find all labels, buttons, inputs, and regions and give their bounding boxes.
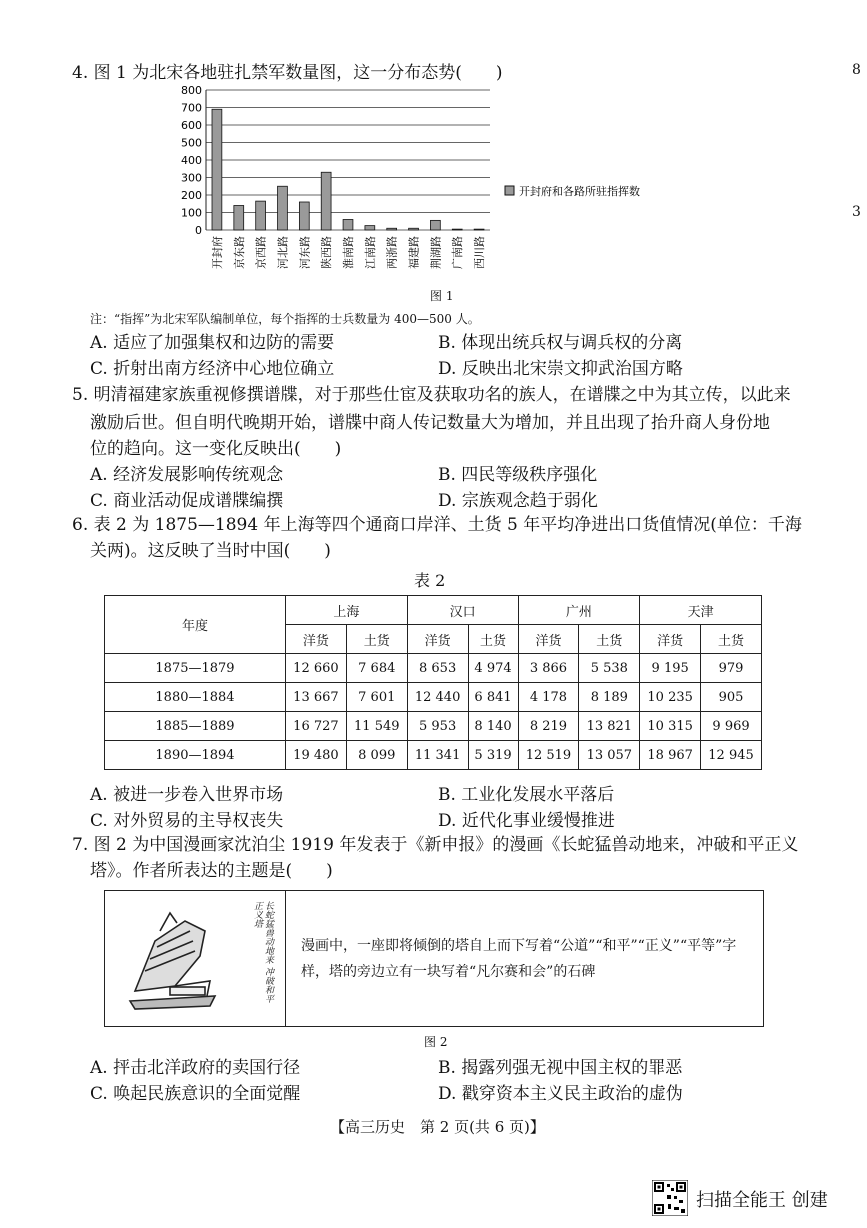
q4-note: 注：“指挥”为北宋军队编制单位，每个指挥的士兵数量为 400—500 人。 bbox=[90, 312, 480, 326]
y-tick-label: 400 bbox=[181, 154, 202, 167]
table-cell: 9 969 bbox=[701, 712, 762, 741]
q7-option-a[interactable]: A. 抨击北洋政府的卖国行径 bbox=[90, 1058, 301, 1078]
bar bbox=[299, 202, 309, 230]
table2 bbox=[104, 595, 762, 770]
cartoon-desc-line1: 漫画中，一座即将倾倒的塔自上而下写着“公道”“和平”“正义”“平等”字 bbox=[301, 938, 737, 954]
q4-option-c[interactable]: C. 折射出南方经济中心地位确立 bbox=[90, 359, 335, 379]
table-header-port: 广州 bbox=[518, 596, 640, 625]
table-cell: 8 099 bbox=[346, 741, 407, 770]
q5-option-a[interactable]: A. 经济发展影响传统观念 bbox=[90, 465, 284, 485]
table-cell: 5 538 bbox=[579, 654, 640, 683]
q6-stem-line2: 关两)。这反映了当时中国( ) bbox=[90, 541, 331, 561]
table-row bbox=[105, 741, 762, 770]
table-cell: 12 945 bbox=[701, 741, 762, 770]
table-subheader: 洋货 bbox=[640, 625, 701, 654]
q7-option-c[interactable]: C. 唤起民族意识的全面觉醒 bbox=[90, 1084, 301, 1104]
bar bbox=[212, 109, 222, 230]
margin-mark-top: 8 bbox=[852, 62, 861, 78]
table-subheader: 洋货 bbox=[286, 625, 347, 654]
table-cell: 3 866 bbox=[518, 654, 579, 683]
table-cell: 8 653 bbox=[407, 654, 468, 683]
y-tick-label: 0 bbox=[195, 224, 202, 237]
table-cell: 11 549 bbox=[346, 712, 407, 741]
y-tick-label: 300 bbox=[181, 171, 202, 185]
x-tick-label: 荆湖路 bbox=[429, 236, 443, 269]
table-cell-year: 1875—1879 bbox=[105, 654, 286, 683]
y-tick-label: 600 bbox=[181, 119, 202, 132]
table-subheader: 洋货 bbox=[407, 625, 468, 654]
legend-label: 开封府和各路所驻指挥数 bbox=[519, 185, 640, 198]
table-cell: 10 315 bbox=[640, 712, 701, 741]
table-row bbox=[105, 712, 762, 741]
table-cell: 5 319 bbox=[468, 741, 518, 770]
table-cell-year: 1885—1889 bbox=[105, 712, 286, 741]
q5-option-c[interactable]: C. 商业活动促成谱牒编撰 bbox=[90, 491, 284, 511]
x-tick-label: 两浙路 bbox=[385, 236, 399, 269]
q7-option-b[interactable]: B. 揭露列强无视中国主权的罪恶 bbox=[438, 1058, 683, 1078]
q4-stem: 4. 图 1 为北宋各地驻扎禁军数量图，这一分布态势( ) bbox=[72, 63, 503, 83]
table-cell: 11 341 bbox=[407, 741, 468, 770]
bar bbox=[321, 172, 331, 230]
q5-option-b[interactable]: B. 四民等级秩序强化 bbox=[438, 465, 598, 485]
table-cell: 13 821 bbox=[579, 712, 640, 741]
figure1-caption: 图 1 bbox=[430, 289, 454, 303]
table-cell: 8 219 bbox=[518, 712, 579, 741]
figure1-bar-chart bbox=[160, 82, 690, 292]
bar bbox=[234, 206, 244, 231]
table-header-port: 天津 bbox=[640, 596, 762, 625]
table-cell: 7 684 bbox=[346, 654, 407, 683]
qr-code-icon bbox=[652, 1180, 688, 1216]
q7-stem-line1: 7. 图 2 为中国漫画家沈泊尘 1919 年发表于《新申报》的漫画《长蛇猛兽动地来，冲破和平正义 bbox=[72, 835, 799, 855]
watermark-text: 扫描全能王 创建 bbox=[696, 1190, 828, 1211]
table-cell: 6 841 bbox=[468, 683, 518, 712]
x-tick-label: 河东路 bbox=[298, 236, 312, 269]
table-row bbox=[105, 654, 762, 683]
table-cell: 10 235 bbox=[640, 683, 701, 712]
table-row bbox=[105, 683, 762, 712]
table-subheader: 土货 bbox=[701, 625, 762, 654]
margin-mark-mid: 3 bbox=[852, 204, 861, 220]
q5-option-d[interactable]: D. 宗族观念趋于弱化 bbox=[438, 491, 598, 511]
table-subheader: 土货 bbox=[579, 625, 640, 654]
cartoon-calligraphy: 长蛇猛兽动地来 冲破和平正义塔 bbox=[252, 901, 273, 1003]
table-cell: 12 440 bbox=[407, 683, 468, 712]
table-header-port: 上海 bbox=[286, 596, 408, 625]
q5-stem-line3: 位的趋向。这一变化反映出( ) bbox=[90, 439, 342, 459]
bar bbox=[256, 201, 266, 230]
bar bbox=[278, 186, 288, 230]
table-cell: 905 bbox=[701, 683, 762, 712]
x-tick-label: 福建路 bbox=[407, 236, 421, 269]
q6-option-b[interactable]: B. 工业化发展水平落后 bbox=[438, 785, 615, 805]
bar bbox=[409, 228, 419, 230]
x-tick-label: 京西路 bbox=[254, 236, 268, 269]
x-tick-label: 陕西路 bbox=[320, 236, 334, 269]
table-cell: 19 480 bbox=[286, 741, 347, 770]
q6-stem-line1: 6. 表 2 为 1875—1894 年上海等四个通商口岸洋、土货 5 年平均净进出口货值情况(单位：千海 bbox=[72, 515, 802, 535]
bar bbox=[452, 229, 462, 230]
bar bbox=[387, 228, 397, 230]
y-tick-label: 500 bbox=[181, 136, 202, 150]
y-tick-label: 800 bbox=[181, 84, 202, 97]
x-tick-label: 京东路 bbox=[232, 236, 246, 269]
table-cell: 12 660 bbox=[286, 654, 347, 683]
table-cell-year: 1890—1894 bbox=[105, 741, 286, 770]
x-tick-label: 广南路 bbox=[451, 236, 465, 269]
table-cell: 979 bbox=[701, 654, 762, 683]
table-cell: 13 057 bbox=[579, 741, 640, 770]
bar bbox=[365, 226, 375, 230]
table-cell: 8 189 bbox=[579, 683, 640, 712]
table-cell: 8 140 bbox=[468, 712, 518, 741]
q7-option-d[interactable]: D. 戳穿资本主义民主政治的虚伪 bbox=[438, 1084, 683, 1104]
table-cell: 9 195 bbox=[640, 654, 701, 683]
q4-option-a[interactable]: A. 适应了加强集权和边防的需要 bbox=[90, 333, 335, 353]
x-tick-label: 西川路 bbox=[473, 236, 487, 269]
table-cell: 12 519 bbox=[518, 741, 579, 770]
table-subheader: 土货 bbox=[468, 625, 518, 654]
y-tick-label: 700 bbox=[181, 101, 202, 115]
bar bbox=[474, 229, 484, 230]
y-tick-label: 200 bbox=[181, 189, 202, 202]
table-cell: 7 601 bbox=[346, 683, 407, 712]
q6-option-a[interactable]: A. 被进一步卷入世界市场 bbox=[90, 785, 284, 805]
figure2-box bbox=[104, 890, 764, 1027]
figure2-divider bbox=[285, 891, 286, 1026]
table-cell: 4 974 bbox=[468, 654, 518, 683]
table-cell: 5 953 bbox=[407, 712, 468, 741]
q5-stem-line2: 激励后世。但自明代晚期开始，谱牒中商人传记数量大为增加，并且出现了抬升商人身份地 bbox=[90, 413, 770, 433]
legend-swatch bbox=[505, 186, 514, 195]
x-tick-label: 开封府 bbox=[210, 236, 224, 269]
table-cell: 4 178 bbox=[518, 683, 579, 712]
table-cell: 13 667 bbox=[286, 683, 347, 712]
q4-option-d[interactable]: D. 反映出北宋崇文抑武治国方略 bbox=[438, 359, 683, 379]
table-cell: 16 727 bbox=[286, 712, 347, 741]
table-cell-year: 1880—1884 bbox=[105, 683, 286, 712]
q6-option-d[interactable]: D. 近代化事业缓慢推进 bbox=[438, 811, 615, 831]
table-subheader: 土货 bbox=[346, 625, 407, 654]
cartoon-desc-line2: 样，塔的旁边立有一块写着“凡尔赛和会”的石碑 bbox=[301, 964, 596, 980]
bar bbox=[430, 220, 440, 230]
table-header-year: 年度 bbox=[105, 596, 286, 654]
q7-stem-line2: 塔》。作者所表达的主题是( ) bbox=[90, 861, 333, 881]
table-cell: 18 967 bbox=[640, 741, 701, 770]
x-tick-label: 淮南路 bbox=[342, 236, 355, 269]
table-subheader: 洋货 bbox=[518, 625, 579, 654]
bar bbox=[343, 220, 353, 231]
x-tick-label: 河北路 bbox=[276, 236, 290, 269]
page-footer: 【高三历史 第 2 页(共 6 页)】 bbox=[330, 1118, 545, 1136]
y-tick-label: 100 bbox=[181, 206, 202, 220]
q4-option-b[interactable]: B. 体现出统兵权与调兵权的分离 bbox=[438, 333, 683, 353]
table-header-port: 汉口 bbox=[407, 596, 518, 625]
q5-stem-line1: 5. 明清福建家族重视修撰谱牒，对于那些仕宦及获取功名的族人，在谱牒之中为其立传，以此来 bbox=[72, 385, 791, 405]
x-tick-label: 江南路 bbox=[363, 236, 377, 269]
q6-option-c[interactable]: C. 对外贸易的主导权丧失 bbox=[90, 811, 284, 831]
table2-title: 表 2 bbox=[414, 571, 446, 590]
figure2-caption: 图 2 bbox=[424, 1035, 448, 1049]
